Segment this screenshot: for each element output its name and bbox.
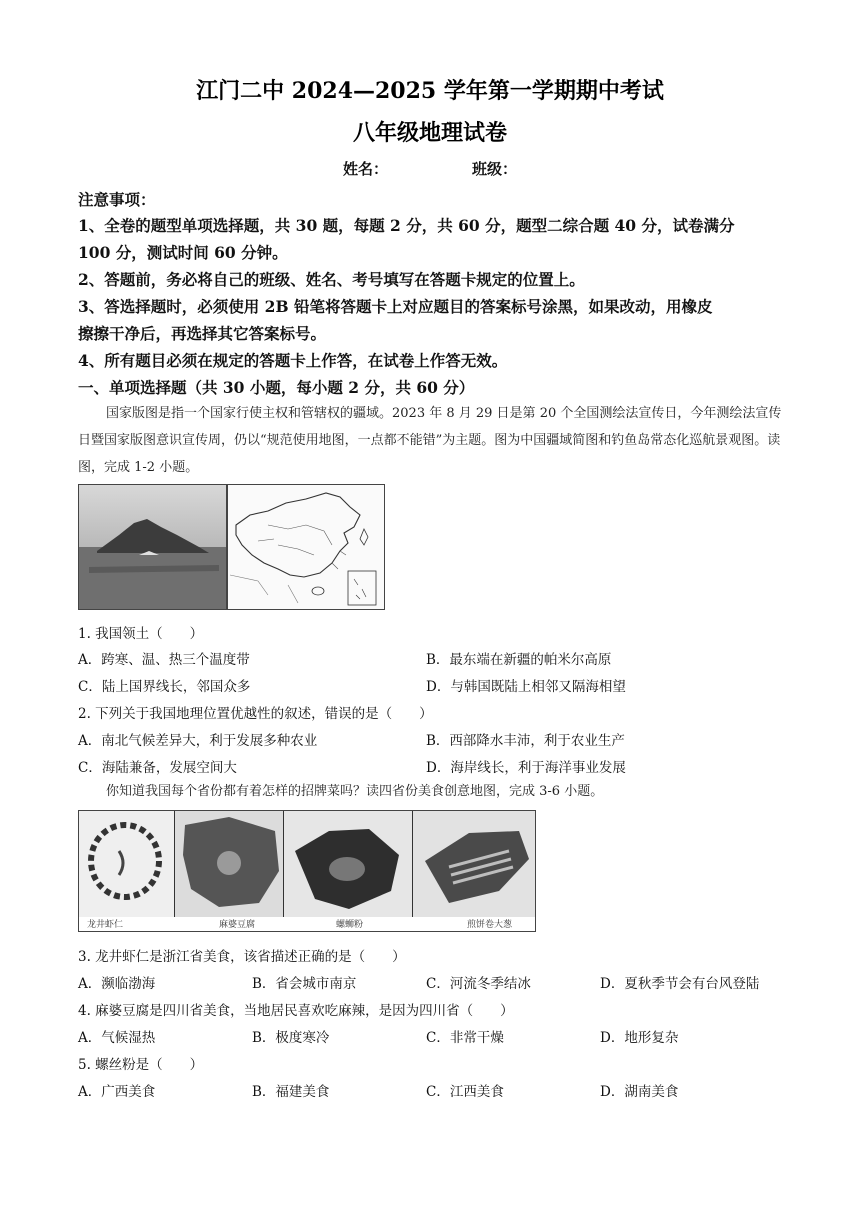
intro-paragraph: 你知道我国每个省份都有着怎样的招牌菜吗？读四省份美食创意地图，完成 3-6 小题。: [106, 784, 604, 799]
answer-option: B．福建美食: [252, 1084, 330, 1100]
food-caption: 麻婆豆腐: [219, 920, 256, 930]
class-label: 班级：: [472, 160, 518, 178]
notes-heading: 注意事项：: [78, 190, 156, 209]
note-line: 擦擦干净后，再选择其它答案标号。: [78, 324, 327, 343]
exam-title: 江门二中 2024—2025 学年第一学期期中考试: [196, 78, 664, 104]
question-stem: 1. 我国领土（ ）: [78, 626, 204, 642]
answer-option: A．跨寒、温、热三个温度带: [78, 652, 250, 668]
question-stem: 4. 麻婆豆腐是四川省美食，当地居民喜欢吃麻辣，是因为四川省（ ）: [78, 1003, 514, 1019]
food-map-strip: [78, 810, 536, 932]
note-line: 4、所有题目必须在规定的答题卡上作答，在试卷上作答无效。: [78, 351, 508, 370]
answer-option: D．与韩国既陆上相邻又隔海相望: [426, 679, 626, 695]
food-caption: 煎饼卷大葱: [467, 920, 513, 930]
answer-option: A．南北气候差异大，利于发展多种农业: [78, 733, 318, 749]
answer-option: D．湖南美食: [600, 1084, 679, 1100]
answer-option: C．海陆兼备，发展空间大: [78, 760, 237, 776]
answer-option: B．极度寒冷: [252, 1030, 330, 1046]
section-heading: 一、单项选择题（共 30 小题，每小题 2 分，共 60 分）: [78, 378, 475, 397]
diaoyu-island-photo: [78, 484, 227, 610]
food-caption: 螺蛳粉: [336, 920, 364, 930]
answer-option: D．地形复杂: [600, 1030, 679, 1046]
student-info: [0, 158, 860, 179]
answer-option: D．夏秋季节会有台风登陆: [600, 976, 760, 992]
note-line: 2、答题前，务必将自己的班级、姓名、考号填写在答题卡规定的位置上。: [78, 270, 585, 289]
answer-option: C．非常干燥: [426, 1030, 504, 1046]
answer-option: B．西部降水丰沛，利于农业生产: [426, 733, 625, 749]
food-caption: 龙井虾仁: [87, 920, 124, 930]
note-line: 3、答选择题时，必须使用 2B 铅笔将答题卡上对应题目的答案标号涂黑，如果改动，用橡皮: [78, 297, 713, 316]
question-stem: 5. 螺丝粉是（ ）: [78, 1057, 204, 1073]
answer-option: A．广西美食: [78, 1084, 156, 1100]
answer-option: C．江西美食: [426, 1084, 504, 1100]
question-stem: 2. 下列关于我国地理位置优越性的叙述，错误的是（ ）: [78, 706, 433, 722]
name-label: 姓名：: [342, 160, 388, 178]
answer-option: C．河流冬季结冰: [426, 976, 531, 992]
answer-option: B．最东端在新疆的帕米尔高原: [426, 652, 612, 668]
note-line: 1、全卷的题型单项选择题，共 30 题，每题 2 分，共 60 分，题型二综合题 40 分，试卷满分: [78, 216, 735, 235]
question-stem: 3. 龙井虾仁是浙江省美食，该省描述正确的是（ ）: [78, 949, 406, 965]
exam-subtitle: 八年级地理试卷: [352, 120, 507, 146]
china-territory-map: [227, 484, 385, 610]
answer-option: A．气候湿热: [78, 1030, 156, 1046]
answer-option: B．省会城市南京: [252, 976, 357, 992]
note-line: 100 分，测试时间 60 分钟。: [78, 243, 288, 262]
answer-option: D．海岸线长，利于海洋事业发展: [426, 760, 626, 776]
answer-option: C．陆上国界线长，邻国众多: [78, 679, 251, 695]
answer-option: A．濒临渤海: [78, 976, 156, 992]
intro-paragraph: 国家版图是指一个国家行使主权和管辖权的疆域。2023 年 8 月 29 日是第 20 个全国测绘法宣传日，今年测绘法宣传日暨国家版图意识宣传周，仍以“规范使用地图，一点都不能错”为主题。图为中国疆域简图和钓鱼岛常态化巡航景观图。读图，完成 1-2 小题。: [78, 406, 782, 475]
